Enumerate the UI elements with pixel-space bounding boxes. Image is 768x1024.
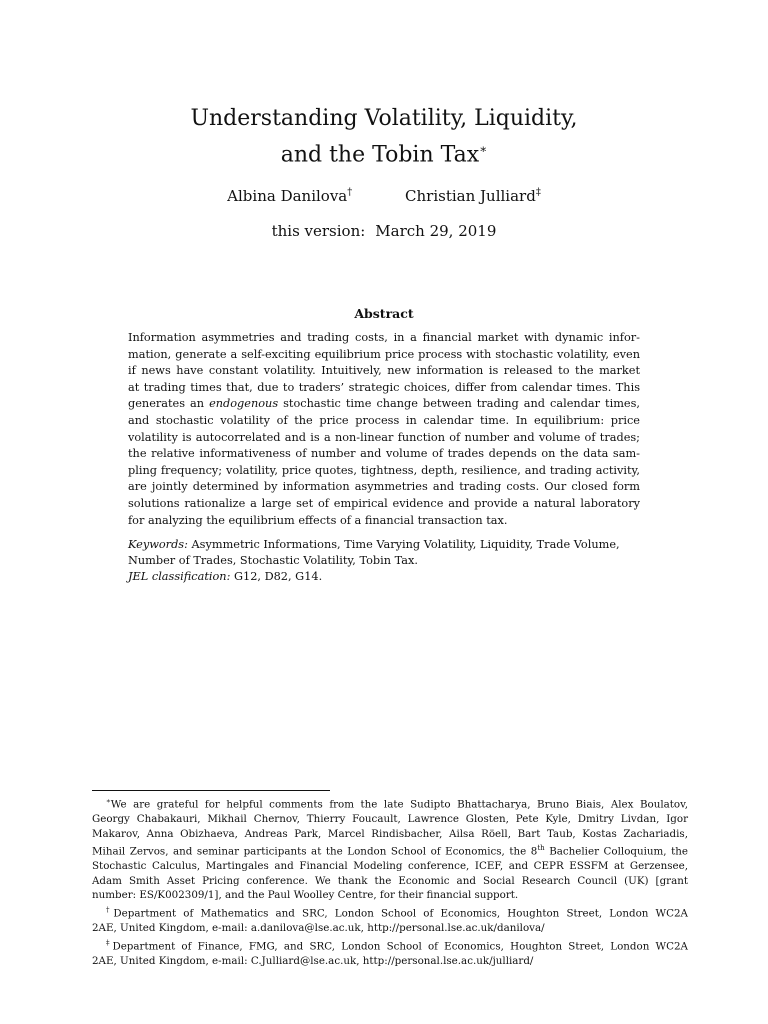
abstract-line: at trading times that, due to traders’ strategic choices, differ from calendar times. This bbox=[128, 380, 640, 394]
author-julliard: Christian Julliard‡ bbox=[405, 187, 541, 205]
author-danilova: Albina Danilova† bbox=[227, 187, 353, 205]
footnotes bbox=[92, 794, 688, 968]
abstract-line: solutions rationalize a large set of empirical evidence and provide a natural laboratory bbox=[128, 496, 640, 510]
abstract-line: pling frequency; volatility, price quotes, tightness, depth, resilience, and trading activity, bbox=[128, 463, 640, 477]
footnote-line: Mihail Zervos, and seminar participants at the London School of Economics, the 8th Bachelier Colloquium, the bbox=[92, 844, 688, 858]
author-list bbox=[0, 183, 768, 206]
footnote-line: 2AE, United Kingdom, e-mail: C.Julliard@lse.ac.uk, http://personal.lse.ac.uk/julliard/ bbox=[92, 954, 534, 967]
footnote-mark: ‡ bbox=[106, 938, 113, 947]
abstract-line: volatility is autocorrelated and is a non-linear function of number and volume of trades; bbox=[128, 430, 640, 444]
version-line bbox=[0, 221, 768, 241]
author-footnote-mark: † bbox=[347, 187, 353, 198]
title-footnote-mark: ∗ bbox=[479, 142, 488, 156]
ordinal-superscript: th bbox=[537, 844, 545, 853]
keywords-block bbox=[128, 537, 640, 585]
abstract-line: and stochastic volatility of the price process in calendar time. In equilibrium: price bbox=[128, 413, 640, 427]
abstract-line: Information asymmetries and trading costs, in a financial market with dynamic infor- bbox=[128, 331, 640, 344]
footnote-line: ‡Department of Finance, FMG, and SRC, London School of Economics, Houghton Street, London WC2A bbox=[106, 938, 688, 953]
abstract-line: mation, generate a self-exciting equilibrium price process with stochastic volatility, even bbox=[128, 347, 640, 361]
footnote-line: number: ES/K002309/1], and the Paul Woolley Centre, for their financial support. bbox=[92, 889, 519, 902]
title-line-1: Understanding Volatility, Liquidity, bbox=[190, 106, 578, 131]
abstract-line: for analyzing the equilibrium effects of a financial transaction tax. bbox=[128, 513, 508, 527]
footnote-line: Stochastic Calculus, Martingales and Financial Modeling conference, ICEF, and CEPR ESSFM at Gerzensee, bbox=[92, 860, 688, 873]
footnote-line: Georgy Chabakauri, Mikhail Chernov, Thierry Foucault, Lawrence Glosten, Pete Kyle, Dmitry Livdan, Igor bbox=[92, 813, 688, 826]
abstract-line: generates an endogenous stochastic time change between trading and calendar times, bbox=[128, 397, 640, 411]
footnote-line: ∗We are grateful for helpful comments from the late Sudipto Bhattacharya, Bruno Biais, Alex Boulatov, bbox=[106, 797, 688, 811]
jel-label: JEL classification: bbox=[128, 570, 231, 583]
footnote-line: Makarov, Anna Obizhaeva, Andreas Park, Marcel Rindisbacher, Ailsa Röell, Bart Taub, Kostas Zachariadis, bbox=[92, 827, 688, 840]
keywords-line: Keywords: Asymmetric Informations, Time Varying Volatility, Liquidity, Trade Volume, bbox=[128, 538, 620, 551]
keywords-line: Number of Trades, Stochastic Volatility, Tobin Tax. bbox=[128, 554, 418, 567]
abstract-line: the relative informativeness of number and volume of trades depends on the data sam- bbox=[128, 447, 640, 461]
keywords-label: Keywords: bbox=[128, 538, 188, 551]
footnote-mark: † bbox=[106, 906, 114, 914]
abstract-line: are jointly determined by information asymmetries and trading costs. Our closed form bbox=[128, 480, 640, 494]
footnote-rule bbox=[92, 790, 330, 791]
footnote-line: †Department of Mathematics and SRC, London School of Economics, Houghton Street, London WC2A bbox=[106, 906, 688, 920]
paper-title bbox=[0, 104, 768, 170]
author-footnote-mark: ‡ bbox=[535, 187, 541, 198]
abstract-emphasis: endogenous bbox=[209, 397, 279, 411]
abstract-text bbox=[128, 330, 640, 529]
abstract-heading: Abstract bbox=[354, 306, 414, 321]
version-date: March 29, 2019 bbox=[375, 222, 497, 240]
title-line-2: and the Tobin Tax∗ bbox=[280, 142, 488, 168]
footnote-mark: ∗ bbox=[106, 797, 111, 805]
version-label: this version: bbox=[271, 222, 366, 240]
footnote-line: Adam Smith Asset Pricing conference. We thank the Economic and Social Research Council (UK) [grant bbox=[92, 874, 688, 887]
jel-line: JEL classification: G12, D82, G14. bbox=[128, 570, 323, 583]
abstract-line: if news have constant volatility. Intuitively, new information is released to the market bbox=[128, 364, 640, 378]
footnote-line: 2AE, United Kingdom, e-mail: a.danilova@lse.ac.uk, http://personal.lse.ac.uk/danilova/ bbox=[92, 922, 545, 935]
